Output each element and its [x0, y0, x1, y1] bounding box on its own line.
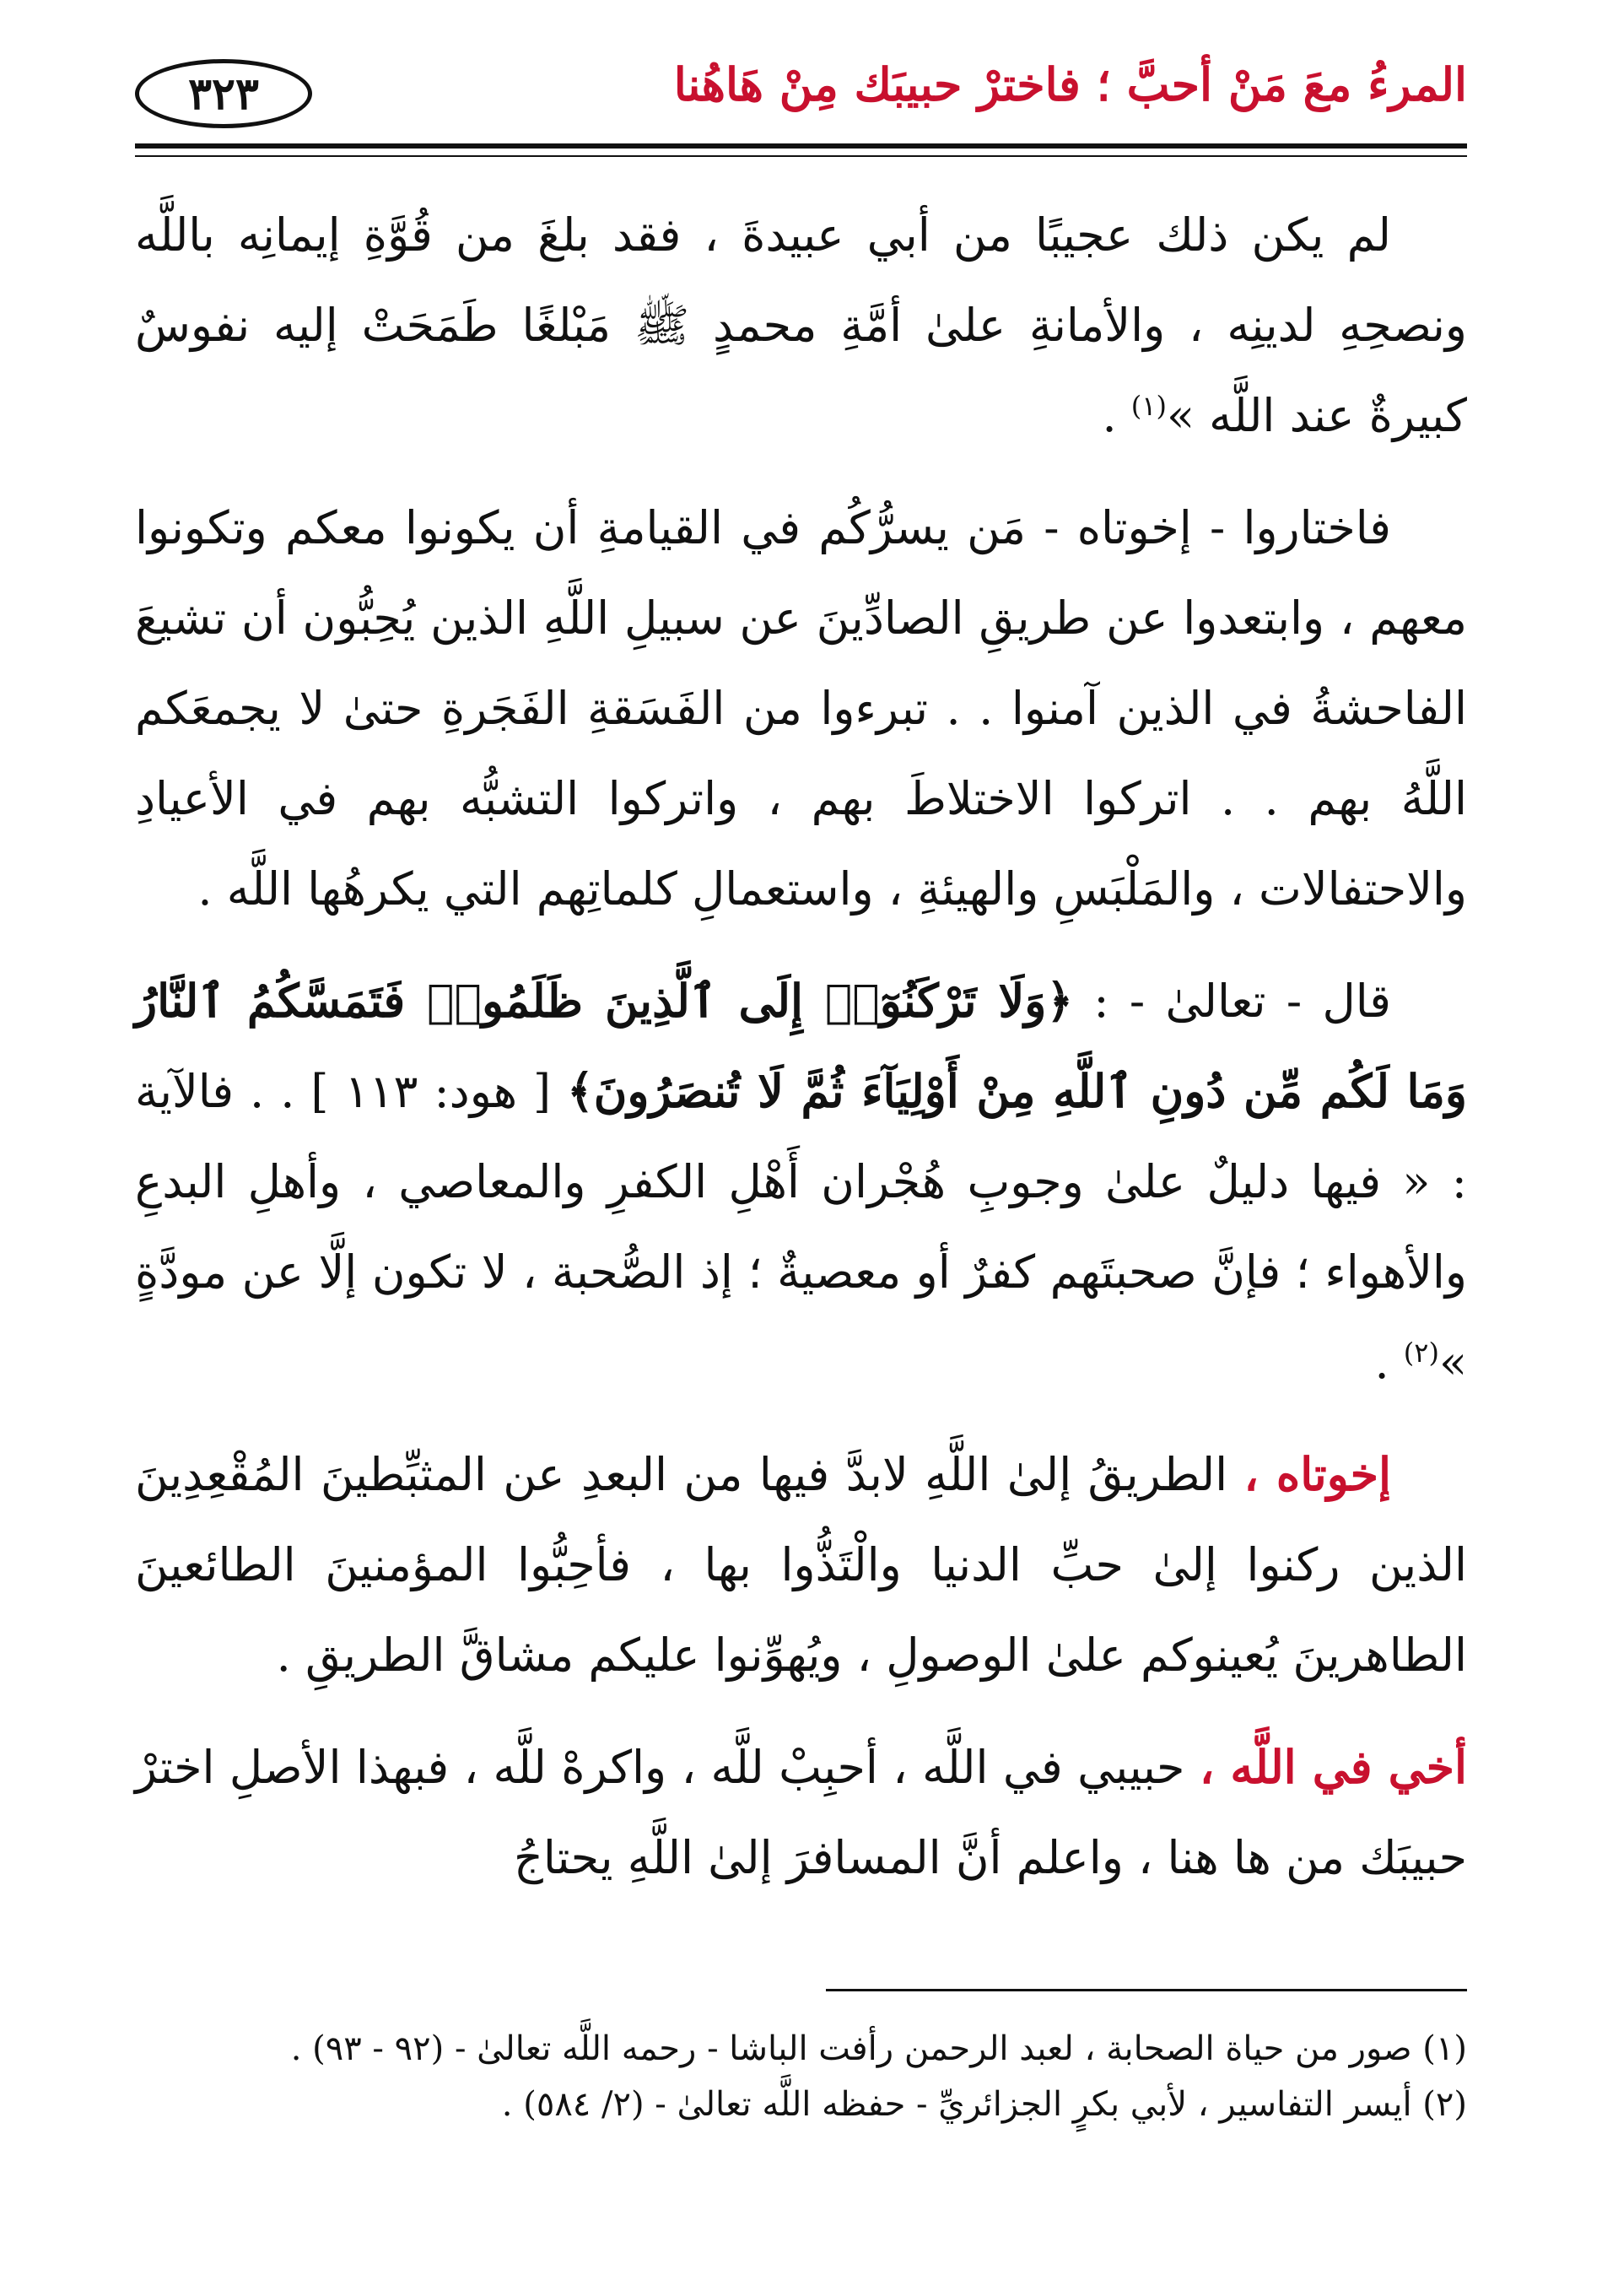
paragraph-1-end: . [1102, 389, 1131, 442]
header-rule-thick [135, 143, 1467, 149]
paragraph-2: فاختاروا - إخوتاه - مَن يسرُّكُم في القيامةِ أن يكونوا معكم وتكونوا معهم ، وابتعدوا عن طريقِ الصادِّينَ عن سبيلِ اللَّهِ الذين يُحِبُّون أن تشيعَ الفاحشةُ في الذين آمنوا . . تبرءوا من الفَسَقةِ الفَجَرةِ حتىٰ لا يجمعَكم اللَّهُ بهم . . اتركوا الاختلاطَ بهم ، واتركوا التشبُّه بهم في الأعيادِ والاحتفالات ، والمَلْبَسِ والهيئةِ ، واستعمالِ كلماتِهم التي يكرهُها اللَّه . [135, 501, 1467, 916]
footnote-ref-1: (١) [1130, 390, 1167, 422]
paragraph-1 [135, 190, 1467, 461]
footnote-2: (٢) أيسر التفاسير ، لأبي بكرٍ الجزائريِّ - حفظه اللَّه تعالىٰ - (٢/ ٥٨٤) . [501, 2085, 1467, 2124]
page-number-badge [135, 59, 312, 128]
running-title: المرءُ معَ مَنْ أحبَّ ؛ فاخترْ حبيبَك مِنْ هَاهُنا [673, 57, 1467, 111]
page-number: ٣٢٣ [188, 68, 259, 120]
quran-verse: ﴿وَلَا تَرْكَنُوٓا۟ إِلَى ٱلَّذِينَ ظَلَمُوا۟ فَتَمَسَّكُمُ ٱلنَّارُ وَمَا لَكُم مِّن دُونِ ٱللَّهِ مِنْ أَوْلِيَآءَ ثُمَّ لَا تُنصَرُونَ﴾ [135, 974, 1467, 1118]
paragraph-3 [135, 956, 1467, 1407]
footnotes [135, 2021, 1467, 2132]
lead-akhi-fillah: أخي في اللَّه ، [1199, 1740, 1468, 1794]
footnote-ref-2: (٢) [1403, 1337, 1439, 1369]
footnote-1: (١) صور من حياة الصحابة ، لعبد الرحمن رأفت الباشا - رحمه اللَّه تعالىٰ - (٩٢ - ٩٣) . [290, 2029, 1467, 2068]
header-rule-thin [135, 155, 1467, 157]
paragraph-3-text: [ هود: ١١٣ ] . . فالآية : « فيها دليلٌ علىٰ وجوبِ هُجْران أَهْلِ الكفرِ والمعاصي ، وأهلِ البدعِ والأهواء ؛ فإنَّ صحبتَهم كفرٌ أو معصيةٌ ؛ إذ الصُّحبة ، لا تكون إلَّا عن مودَّةٍ » [135, 1065, 1467, 1389]
paragraph-4 [135, 1429, 1467, 1700]
paragraph-5 [135, 1722, 1467, 1903]
lead-ikhwatah: إخوتاه ، [1243, 1447, 1391, 1501]
page-header [135, 51, 1467, 143]
paragraph-5-text: حبيبي في اللَّه ، أحبِبْ للَّه ، واكرهْ للَّه ، فبهذا الأصلِ اخترْ حبيبَك من ها هنا ، واعلم أنَّ المسافرَ إلىٰ اللَّهِ يحتاجُ [135, 1741, 1467, 1884]
quran-intro: قال - تعالىٰ - : [1073, 975, 1391, 1028]
footnote-separator [826, 1989, 1467, 1991]
main-text [135, 190, 1467, 1925]
paragraph-3-end: . [1374, 1336, 1404, 1389]
paragraph-4-text: الطريقُ إلىٰ اللَّهِ لابدَّ فيها من البعدِ عن المثبِّطينَ المُقْعِدِينَ الذين ركنوا إلىٰ حبِّ الدنيا والْتَذُّوا بها ، فأحِبُّوا المؤمنينَ الطائعينَ الطاهرينَ يُعينوكم علىٰ الوصولِ ، ويُهوِّنوا عليكم مشاقَّ الطريقِ . [135, 1448, 1467, 1682]
paragraph-1-text: لم يكن ذلك عجيبًا من أبي عبيدةَ ، فقد بلغَ من قُوَّةِ إيمانِه باللَّه ونصحِهِ لدينِه ، والأمانةِ علىٰ أمَّةِ محمدٍ ﷺ مَبْلغًا طَمَحَتْ إليه نفوسٌ كبيرةٌ عند اللَّه » [135, 208, 1467, 442]
